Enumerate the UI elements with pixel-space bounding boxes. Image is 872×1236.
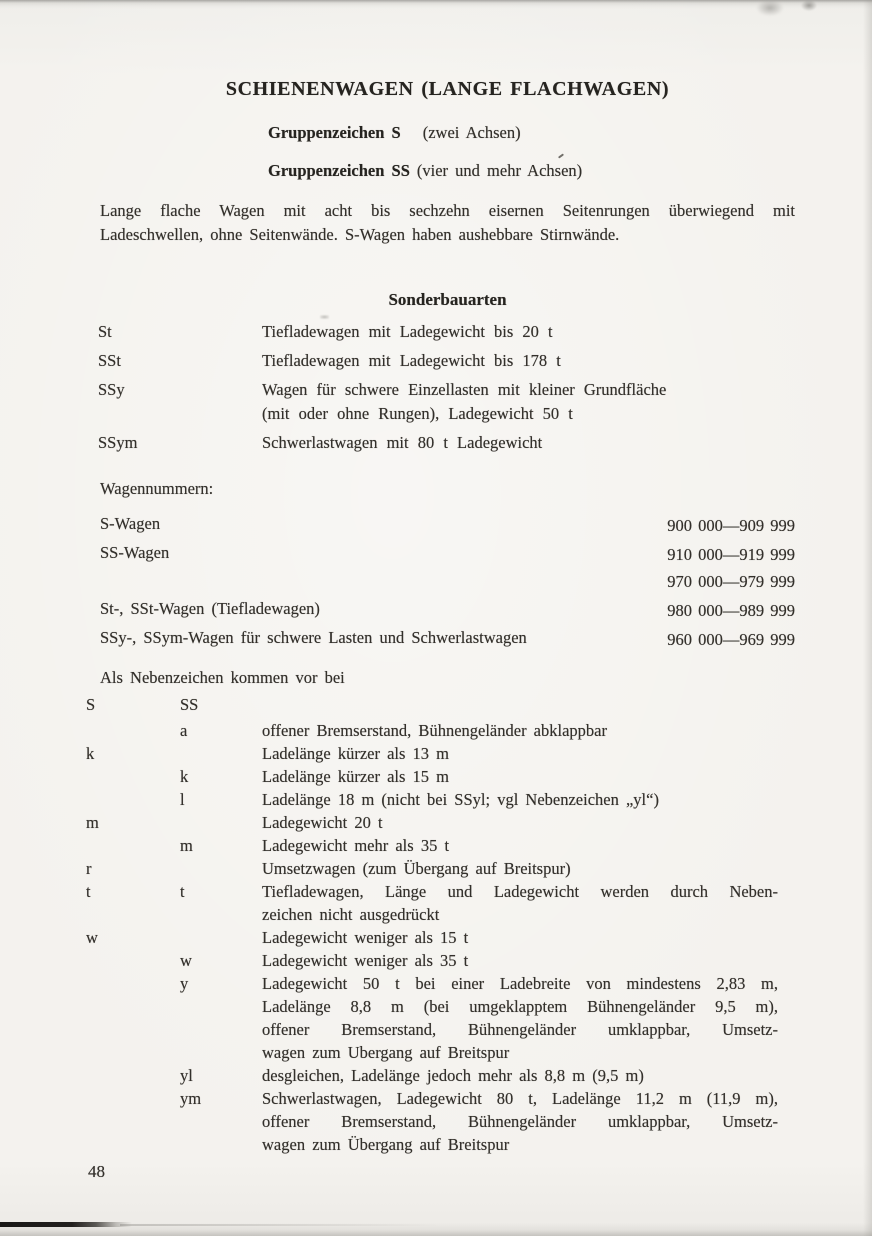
code-ss: [180, 857, 262, 880]
table-row: [86, 1064, 795, 1087]
table-row: [86, 857, 795, 880]
desc-line: wagen zum Übergang auf Breitspur: [262, 1135, 510, 1154]
wagennummern-table: [100, 510, 795, 653]
group-sign-note: (vier und mehr Achsen): [416, 161, 583, 180]
number-range: 910 000—919 999: [667, 545, 795, 564]
table-row: [100, 624, 795, 653]
desc-line: Schwerlastwagen, Ladegewicht 80 t, Ladelänge 11,2 m (11,9 m),: [262, 1089, 778, 1108]
group-sign-label: Gruppenzeichen S: [268, 123, 401, 142]
desc-line: Ladegewicht 20 t: [262, 813, 383, 832]
code-s: [86, 949, 180, 972]
wagennummern-heading: Wagennummern:: [100, 479, 214, 498]
scan-smudge: [801, 0, 817, 11]
table-row: [86, 972, 795, 1064]
code-s: [86, 788, 180, 811]
code-s: [86, 1087, 180, 1156]
table-row: [98, 431, 795, 455]
number-range: 960 000—969 999: [667, 630, 795, 649]
code-s: w: [86, 928, 98, 947]
section-heading-sonderbauarten: Sonderbauarten: [388, 290, 507, 309]
code-ss: [180, 811, 262, 834]
row-code: St: [98, 322, 112, 341]
page-title: SCHIENENWAGEN (LANGE FLACHWAGEN): [225, 78, 670, 100]
code-s: m: [86, 813, 99, 832]
scan-smudge: [756, 0, 784, 16]
group-sign-label: Gruppenzeichen SS: [268, 161, 410, 180]
row-code: SSy: [98, 380, 125, 399]
code-s: [86, 719, 180, 742]
row-label: S-Wagen: [100, 514, 161, 533]
nebenzeichen-heading: Als Nebenzeichen kommen vor bei: [100, 668, 345, 687]
row-desc: Tiefladewagen mit Ladegewicht bis 20 t: [262, 322, 553, 341]
desc-line: offener Bremserstand, Bühnengeländer abklappbar: [262, 721, 607, 740]
desc-line: Ladelänge kürzer als 15 m: [262, 767, 450, 786]
code-ss: [180, 926, 262, 949]
group-sign-note: (zwei Achsen): [422, 123, 521, 142]
table-row: [86, 742, 795, 765]
code-ss: yl: [180, 1066, 193, 1085]
desc-line: Ladegewicht weniger als 35 t: [262, 951, 469, 970]
code-ss: t: [180, 882, 185, 901]
table-row: [86, 1087, 795, 1156]
desc-line: Ladelänge 18 m (nicht bei SSyl; vgl Nebenzeichen „yl“): [262, 790, 659, 809]
row-code: SSt: [98, 351, 121, 370]
table-row: [86, 834, 795, 857]
scan-edge-top: [0, 0, 872, 9]
code-ss: a: [180, 721, 188, 740]
code-s: t: [86, 882, 91, 901]
scan-strip-tail: [120, 1224, 440, 1226]
page-content: [0, 76, 872, 1184]
code-s: r: [86, 859, 92, 878]
desc-line: offener Bremserstand, Bühnengeländer umklappbar, Umsetz-: [262, 1020, 778, 1039]
table-row: [86, 949, 795, 972]
code-ss: y: [180, 974, 189, 993]
table-row: [100, 595, 795, 624]
table-row: [86, 719, 795, 742]
desc-line: Ladegewicht mehr als 35 t: [262, 836, 450, 855]
table-row: [86, 811, 795, 834]
group-sign-line-ss: [268, 160, 795, 182]
scan-strip-bottom-left: [0, 1222, 132, 1227]
table-row: [100, 510, 795, 539]
row-code: SSym: [98, 433, 138, 452]
sonderbauarten-table: [98, 320, 795, 455]
nebenzeichen-table: [86, 719, 795, 1156]
desc-line: offener Bremserstand, Bühnengeländer umklappbar, Umsetz-: [262, 1112, 778, 1131]
intro-paragraph: [100, 199, 795, 247]
table-row: [86, 765, 795, 788]
group-sign-line-s: [268, 122, 795, 144]
row-desc: Wagen für schwere Einzellasten mit kleiner Grundfläche: [262, 380, 667, 399]
row-desc: (mit oder ohne Rungen), Ladegewicht 50 t: [262, 404, 573, 423]
desc-line: Umsetzwagen (zum Übergang auf Breitspur): [262, 859, 571, 878]
desc-line: Ladelänge 8,8 m (bei umgeklapptem Bühnengeländer 9,5 m),: [262, 997, 778, 1016]
table-row: [86, 788, 795, 811]
code-ss: [180, 742, 262, 765]
desc-line: Ladegewicht weniger als 15 t: [262, 928, 469, 947]
code-ss: k: [180, 767, 189, 786]
code-ss: ym: [180, 1089, 202, 1108]
nebenzeichen-column-headers: [86, 693, 795, 716]
scan-mark: [558, 153, 564, 158]
desc-line: Ladegewicht 50 t bei einer Ladebreite von mindestens 2,83 m,: [262, 974, 778, 993]
row-label: SS-Wagen: [100, 543, 170, 562]
table-row: [86, 926, 795, 949]
desc-line: desgleichen, Ladelänge jedoch mehr als 8,8 m (9,5 m): [262, 1066, 644, 1085]
table-row: [98, 320, 795, 344]
intro-line: Lange flache Wagen mit acht bis sechzehn eisernen Seitenrungen überwiegend mit: [100, 201, 795, 220]
desc-line: Tiefladewagen, Länge und Ladegewicht werden durch Neben-: [262, 882, 778, 901]
code-ss: w: [180, 951, 192, 970]
code-s: [86, 834, 180, 857]
code-s: [86, 972, 180, 1064]
table-row: [86, 880, 795, 926]
row-label: SSy-, SSym-Wagen für schwere Lasten und Schwerlastwagen: [100, 628, 527, 647]
desc-line: wagen zum Ubergang auf Breitspur: [262, 1043, 510, 1062]
number-range: 970 000—979 999: [667, 572, 795, 591]
intro-line: Ladeschwellen, ohne Seitenwände. S-Wagen haben aushebbare Stirnwände.: [100, 225, 620, 244]
row-label: St-, SSt-Wagen (Tiefladewagen): [100, 599, 320, 618]
table-row: [98, 378, 795, 426]
page-number: 48: [88, 1162, 105, 1181]
code-s: [86, 765, 180, 788]
desc-line: Ladelänge kürzer als 13 m: [262, 744, 450, 763]
code-s: [86, 1064, 180, 1087]
desc-line: zeichen nicht ausgedrückt: [262, 905, 440, 924]
column-header-s: S: [86, 695, 96, 714]
code-ss: l: [180, 790, 185, 809]
row-desc: Schwerlastwagen mit 80 t Ladegewicht: [262, 433, 543, 452]
table-row: [100, 539, 795, 595]
column-header-ss: SS: [180, 695, 199, 714]
row-desc: Tiefladewagen mit Ladegewicht bis 178 t: [262, 351, 561, 370]
number-range: 900 000—909 999: [667, 516, 795, 535]
code-s: k: [86, 744, 95, 763]
code-ss: m: [180, 836, 193, 855]
table-row: [98, 349, 795, 373]
number-range: 980 000—989 999: [667, 601, 795, 620]
